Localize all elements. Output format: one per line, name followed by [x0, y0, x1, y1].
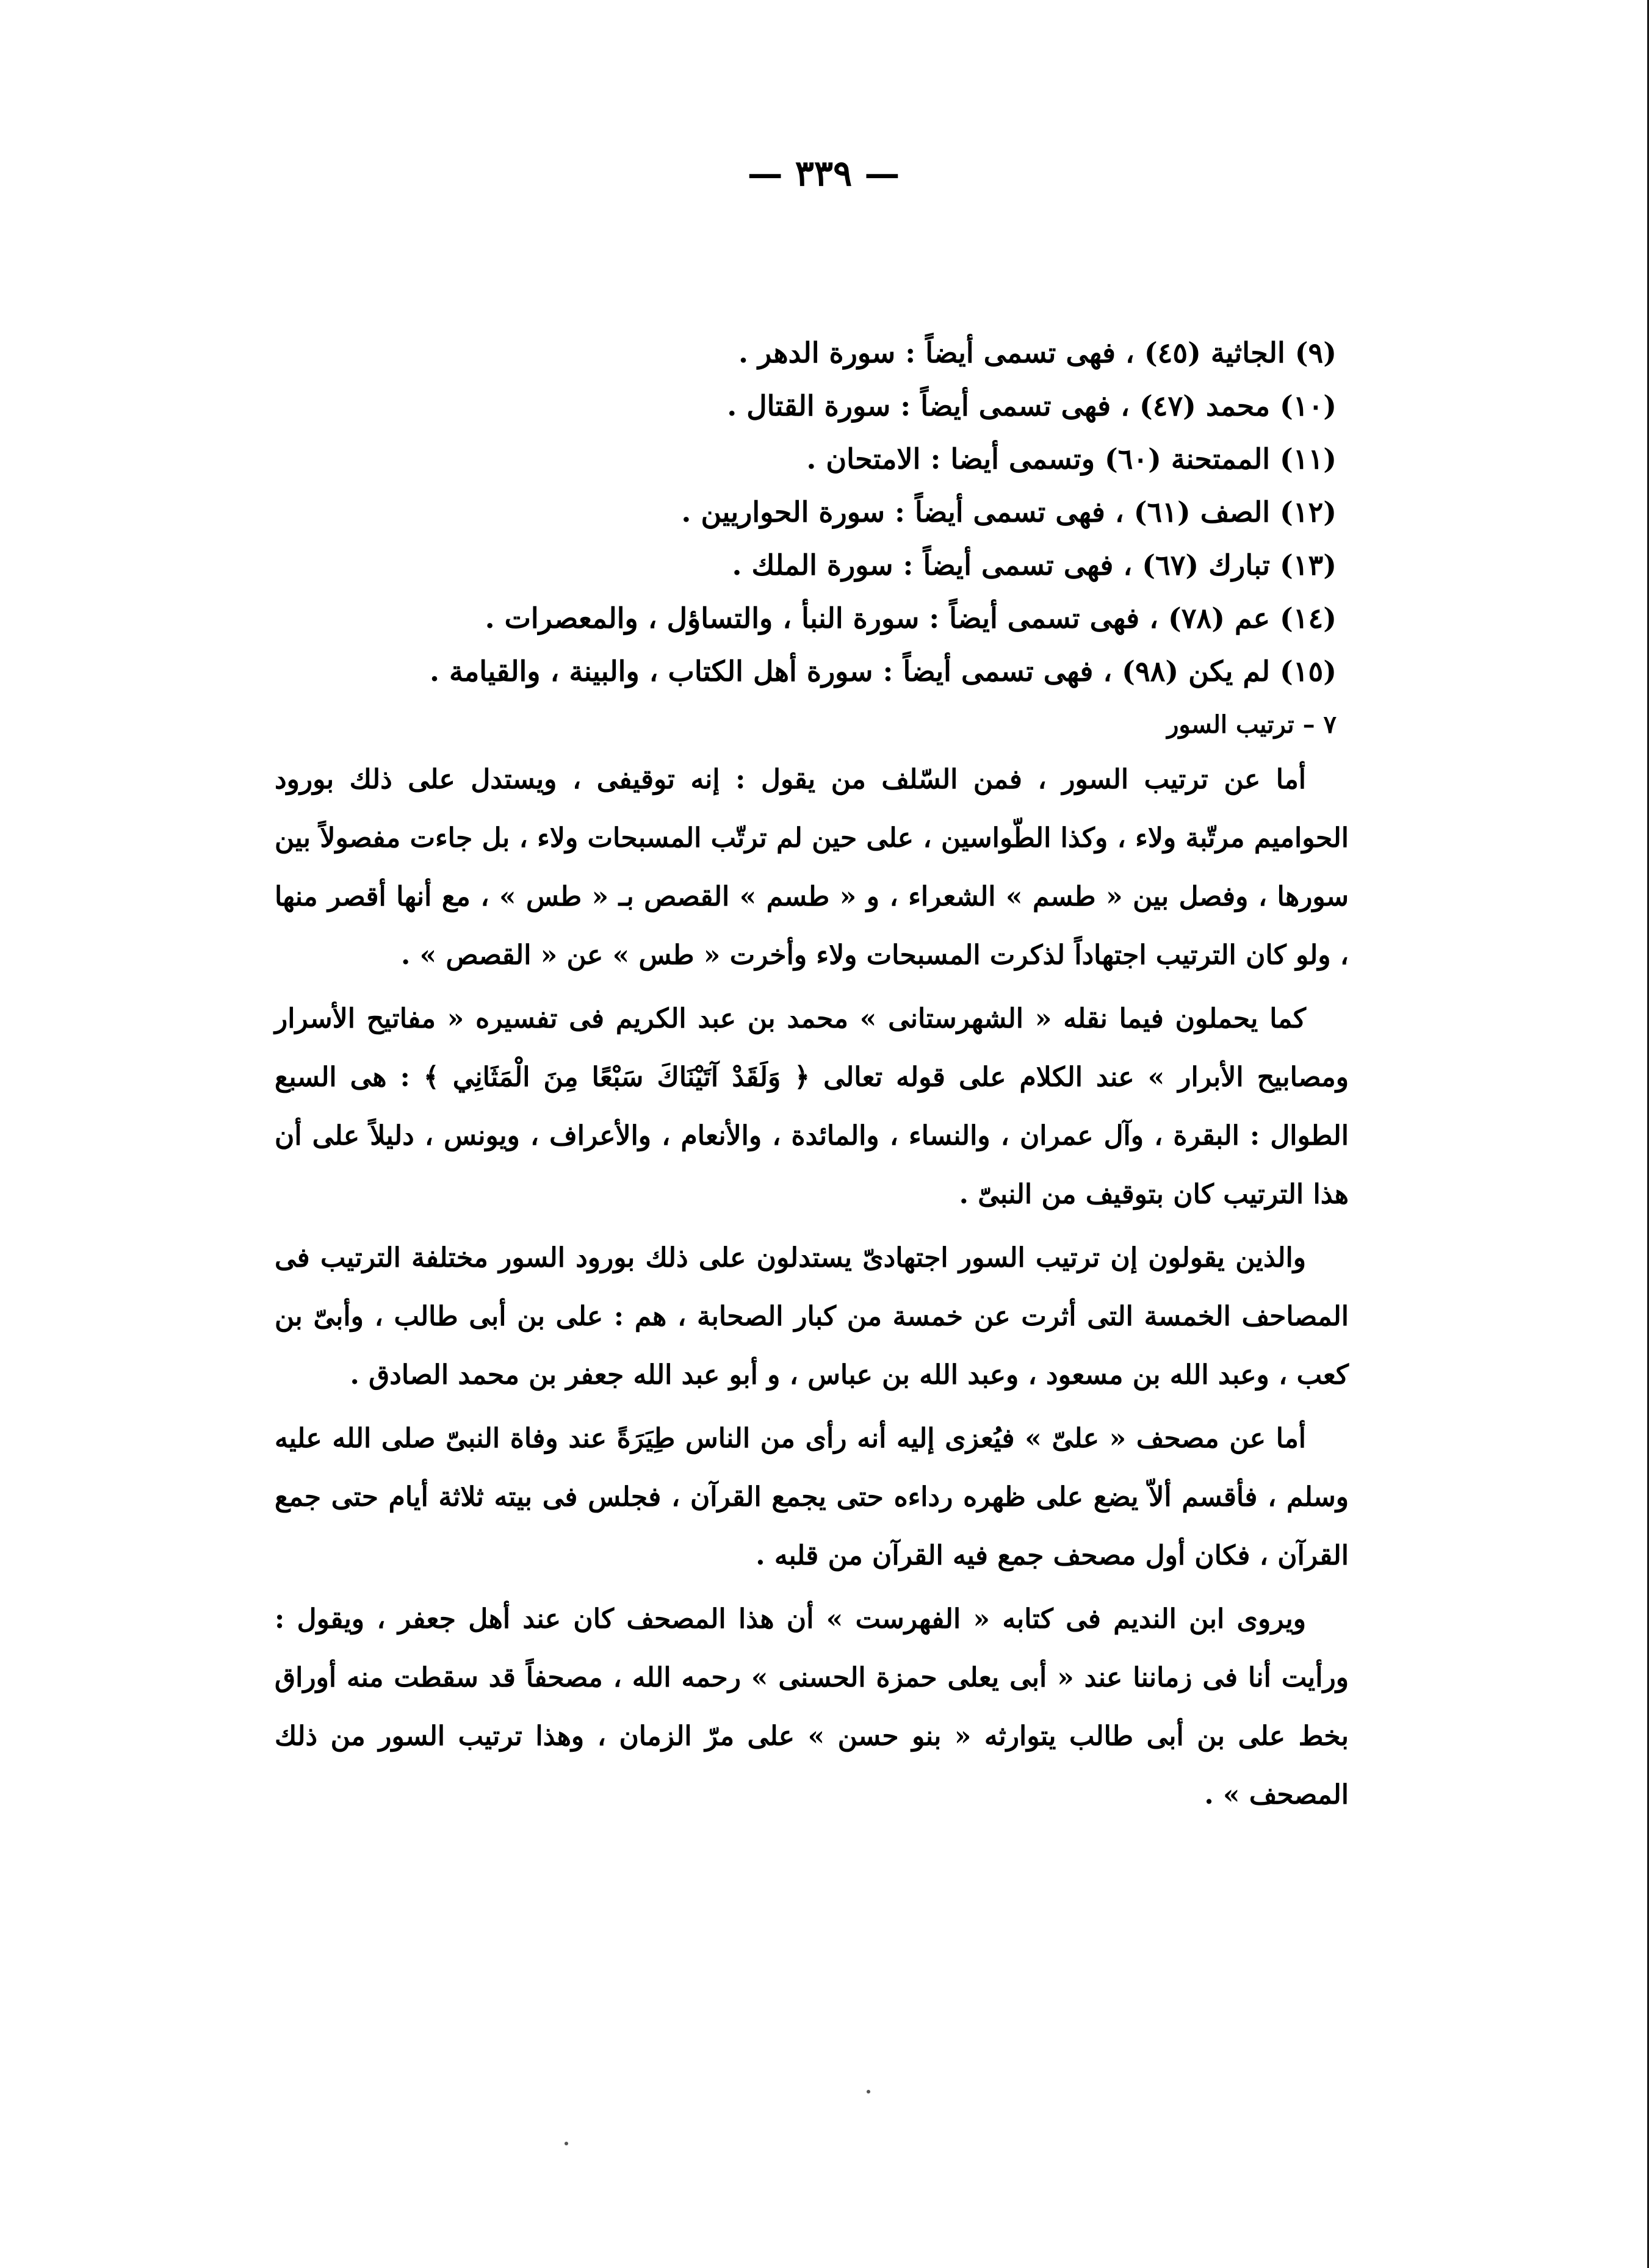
list-item: (٩) الجاثية (٤٥) ، فهى تسمى أيضاً : سورة الدهر . — [738, 336, 1337, 369]
list-item: (١٣) تبارك (٦٧) ، فهى تسمى أيضاً : سورة الملك . — [732, 549, 1337, 581]
section-heading: ٧ – ترتيب السور — [1167, 710, 1337, 739]
list-item: (١١) الممتحنة (٦٠) وتسمى أيضا : الامتحان . — [806, 442, 1337, 475]
list-item: (١٢) الصف (٦١) ، فهى تسمى أيضاً : سورة الحواريين . — [681, 495, 1337, 528]
list-item: (١٠) محمد (٤٧) ، فهى تسمى أيضاً : سورة القتال . — [727, 389, 1337, 422]
paragraph: ويروى ابن النديم فى كتابه « الفهرست » أن هذا المصحف كان عند أهل جعفر ، ويقول : ورأيت أنا فى زماننا عند « أبى يعلى حمزة الحسنى » رحمه الله ، مصحفاً قد سقطت منه أوراق بخط على بن أبى طالب يتوارثه « بنو حسن » على مرّ الزمان ، وهذا ترتيب السور من ذلك المصحف » . — [275, 1604, 1349, 1810]
paragraph: أما عن ترتيب السور ، فمن السّلف من يقول : إنه توقيفى ، ويستدل على ذلك بورود الحواميم مرتّبة ولاء ، وكذا الطّواسين ، على حين لم ترتّب المسبحات ولاء ، بل جاءت مفصولاً بين سورها ، وفصل بين « طسم » الشعراء ، و « طسم » القصص بـ « طس » ، مع أنها أقصر منها ، ولو كان الترتيب اجتهاداً لذكرت المسبحات ولاء وأخرت « طس » عن « القصص » . — [275, 764, 1349, 971]
list-item: (١٥) لم يكن (٩٨) ، فهى تسمى أيضاً : سورة أهل الكتاب ، والبينة ، والقيامة . — [429, 655, 1337, 688]
paragraph: والذين يقولون إن ترتيب السور اجتهادىّ يستدلون على ذلك بورود السور مختلفة الترتيب فى المصاحف الخمسة التى أثرت عن خمسة من كبار الصحابة ، هم : على بن أبى طالب ، وأبىّ بن كعب ، وعبد الله بن مسعود ، وعبد الله بن عباس ، و أبو عبد الله جعفر بن محمد الصادق . — [275, 1242, 1349, 1391]
paragraph: كما يحملون فيما نقله « الشهرستانى » محمد بن عبد الكريم فى تفسيره « مفاتيح الأسرار ومصابيح الأبرار » عند الكلام على قوله تعالى ﴿ وَلَقَدْ آتَيْنَاكَ سَبْعًا مِنَ الْمَثَانِي ﴾ : هى السبع الطوال : البقرة ، وآل عمران ، والنساء ، والمائدة ، والأنعام ، والأعراف ، ويونس ، دليلاً على أن هذا الترتيب كان بتوقيف من النبىّ . — [275, 1003, 1349, 1210]
list-item: (١٤) عم (٧٨) ، فهى تسمى أيضاً : سورة النبأ ، والتساؤل ، والمعصرات . — [485, 602, 1337, 635]
page-number: — ٣٣٩ — — [747, 153, 900, 194]
paragraph: أما عن مصحف « علىّ » فيُعزى إليه أنه رأى من الناس طِيَرَةً عند وفاة النبىّ صلى الله عليه وسلم ، فأقسم ألاّ يضع على ظهره رداءه حتى يجمع القرآن ، فجلس فى بيته ثلاثة أيام حتى جمع القرآن ، فكان أول مصحف جمع فيه القرآن من قلبه . — [275, 1423, 1349, 1571]
scan-speck — [867, 2090, 870, 2093]
body-text — [275, 326, 1349, 1829]
scan-speck — [565, 2142, 568, 2145]
